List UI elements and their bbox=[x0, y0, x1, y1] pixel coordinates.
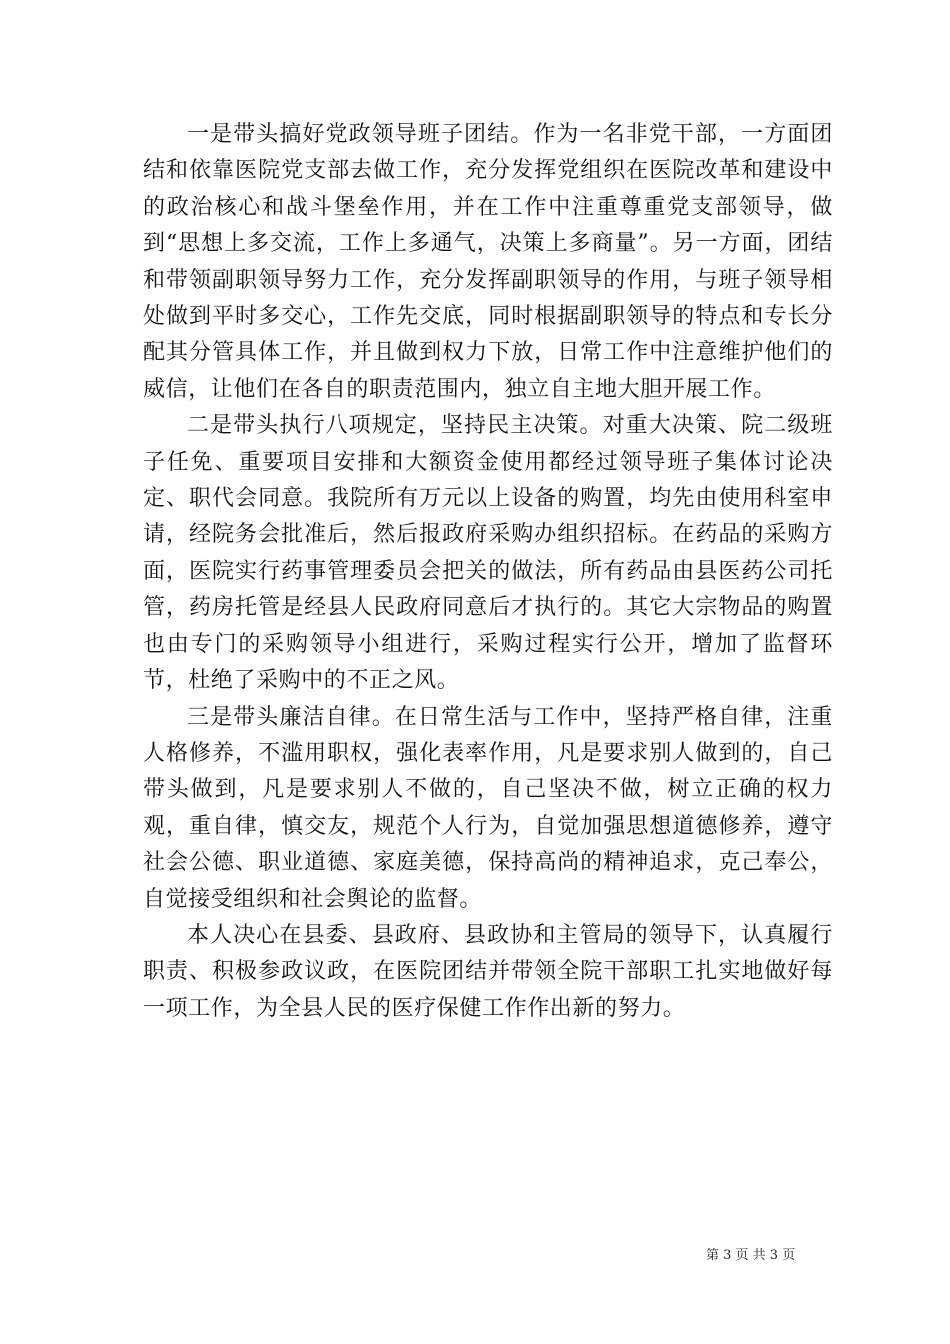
document-body bbox=[143, 117, 833, 1027]
page-number-footer: 第 3 页 共 3 页 bbox=[706, 1248, 796, 1263]
paragraph-4: 本人决心在县委、县政府、县政协和主管局的领导下，认真履行职责、积极参政议政，在医院团结并带领全院干部职工扎实地做好每一项工作，为全县人民的医疗保健工作作出新的努力。 bbox=[143, 922, 833, 1021]
paragraph-2: 二是带头执行八项规定，坚持民主决策。对重大决策、院二级班子任免、重要项目安排和大额资金使用都经过领导班子集体讨论决定、职代会同意。我院所有万元以上设备的购置，均先由使用科室申请，经院务会批准后，然后报政府采购办组织招标。在药品的采购方面，医院实行药事管理委员会把关的做法，所有药品由县医药公司托管，药房托管是经县人民政府同意后才执行的。其它大宗物品的购置也由专门的采购领导小组进行，采购过程实行公开，增加了监督环节，杜绝了采购中的不正之风。 bbox=[143, 413, 833, 694]
paragraph-3: 三是带头廉洁自律。在日常生活与工作中，坚持严格自律，注重人格修养，不滥用职权，强化表率作用，凡是要求别人做到的，自己带头做到，凡是要求别人不做的，自己坚决不做，树立正确的权力观，重自律，慎交友，规范个人行为，自觉加强思想道德修养，遵守社会公德、职业道德、家庭美德，保持高尚的精神追求，克己奉公，自觉接受组织和社会舆论的监督。 bbox=[143, 704, 833, 912]
paragraph-1: 一是带头搞好党政领导班子团结。作为一名非党干部，一方面团结和依靠医院党支部去做工作，充分发挥党组织在医院改革和建设中的政治核心和战斗堡垒作用，并在工作中注重尊重党支部领导，做到“思想上多交流，工作上多通气，决策上多商量”。另一方面，团结和带领副职领导努力工作，充分发挥副职领导的作用，与班子领导相处做到平时多交心，工作先交底，同时根据副职领导的特点和专长分配其分管具体工作，并且做到权力下放，日常工作中注意维护他们的威信，让他们在各自的职责范围内，独立自主地大胆开展工作。 bbox=[143, 122, 833, 402]
